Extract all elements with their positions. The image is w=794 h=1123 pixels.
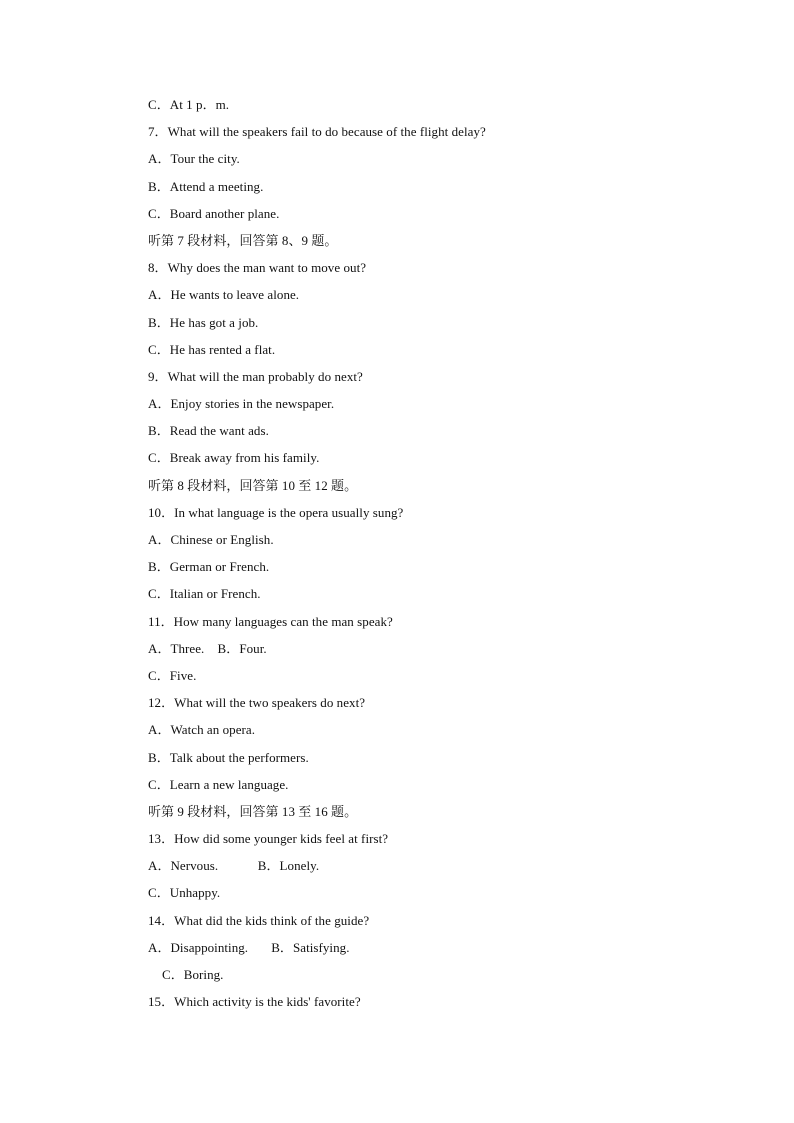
option-9b: B．Read the want ads. <box>148 423 269 439</box>
options-11ab: A．Three. B．Four. <box>148 640 267 656</box>
question-10: 10．In what language is the opera usually sung? <box>148 504 404 520</box>
options-14ab: A．Disappointing. B．Satisfying. <box>148 939 350 955</box>
option-11c: C．Five. <box>148 667 197 683</box>
option-9c: C．Break away from his family. <box>148 450 320 466</box>
option-7c: C．Board another plane. <box>148 205 280 221</box>
text-body <box>148 94 748 1018</box>
option-7a: A．Tour the city. <box>148 151 240 167</box>
option-10c: C．Italian or French. <box>148 586 261 602</box>
option-7b: B．Attend a meeting. <box>148 178 264 194</box>
option-14c: C．Boring. <box>162 967 224 982</box>
question-11: 11．How many languages can the man speak? <box>148 613 393 629</box>
section-instruction-8: 听第 8 段材料，回答第 10 至 12 题。 <box>148 477 358 493</box>
option-10a: A．Chinese or English. <box>148 532 274 547</box>
section-instruction-7: 听第 7 段材料，回答第 8、9 题。 <box>148 232 338 248</box>
option-12b: B．Talk about the performers. <box>148 749 309 765</box>
section-instruction-9: 听第 9 段材料，回答第 13 至 16 题。 <box>148 803 358 819</box>
option-12a: A．Watch an opera. <box>148 722 256 738</box>
option-8c: C．He has rented a flat. <box>148 341 276 357</box>
option-6c: C．At 1 p．m. <box>148 97 230 112</box>
option-8b: B．He has got a job. <box>148 314 259 330</box>
question-7: 7．What will the speakers fail to do because of the flight delay? <box>148 124 486 140</box>
question-14: 14．What did the kids think of the guide? <box>148 912 370 928</box>
question-8: 8．Why does the man want to move out? <box>148 260 367 276</box>
option-12c: C．Learn a new language. <box>148 776 289 792</box>
question-9: 9．What will the man probably do next? <box>148 368 363 384</box>
question-15: 15．Which activity is the kids' favorite? <box>148 994 361 1010</box>
question-12: 12．What will the two speakers do next? <box>148 695 366 711</box>
option-13c: C．Unhappy. <box>148 885 221 901</box>
option-9a: A．Enjoy stories in the newspaper. <box>148 396 335 412</box>
option-10b: B．German or French. <box>148 559 270 575</box>
question-13: 13．How did some younger kids feel at first? <box>148 831 389 847</box>
options-13ab: A．Nervous. B．Lonely. <box>148 858 320 874</box>
option-8a: A．He wants to leave alone. <box>148 287 300 303</box>
